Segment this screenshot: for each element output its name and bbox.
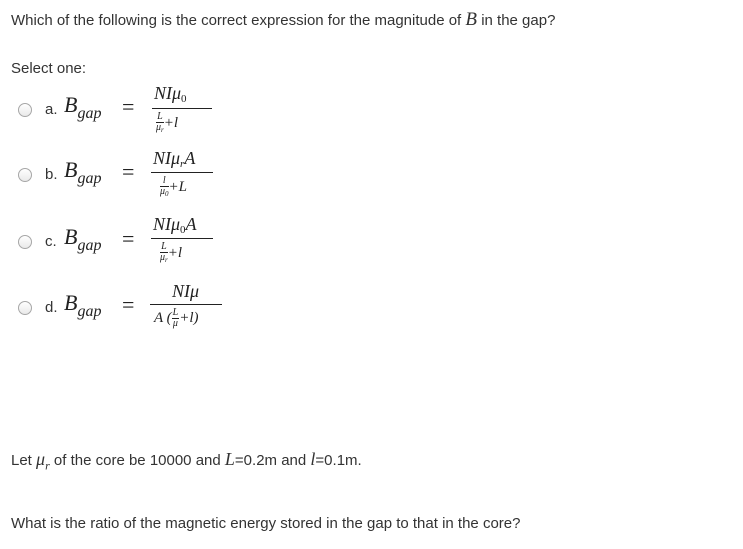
question-prefix: Which of the following is the correct expression for the magnitude of [11,12,462,29]
option-c-numerator-sub: 0 [180,224,186,236]
option-b-numerator-text: NIμ [153,148,181,168]
option-c-den-frac-bottom [160,253,168,265]
option-d-denominator [154,308,199,329]
option-d-den-frac-top: L [172,307,179,318]
option-d-den-rest: +l) [179,309,199,326]
given-let: Let [11,452,32,469]
option-b-radio[interactable] [18,168,32,182]
option-a-lhs-symbol: B [64,92,78,117]
option-c-numerator [153,214,197,240]
given-mu-sub: r [45,458,50,473]
option-a-numerator-sub: 0 [181,93,187,105]
option-b-numerator [153,148,195,174]
select-one-label: Select one: [11,60,87,77]
option-b-den-frac-top: l [160,176,169,187]
option-d-lhs-symbol: B [64,290,78,315]
option-b-numerator-tail: A [184,148,196,168]
option-c-numerator-text: NIμ [153,214,181,234]
option-d-numerator-text: NIμ [172,281,200,301]
option-b-den-fraction [160,176,169,199]
option-a-denominator [156,112,178,135]
option-c-denominator [160,242,182,265]
option-b-lhs-subscript: gap [77,170,102,187]
option-a-lhs [64,92,101,127]
option-d-numerator [172,281,199,301]
given-L: L [224,449,235,469]
option-a-radio[interactable] [18,103,32,117]
option-c-lhs [64,224,101,259]
option-c-fraction-bar [151,238,213,239]
option-c-den-fraction [160,242,168,265]
final-question: What is the ratio of the magnetic energy stored in the gap to that in the core? [11,515,521,532]
given-statement [11,450,362,475]
option-d-lhs-subscript: gap [77,303,102,320]
option-a-fraction-bar [152,108,212,109]
option-b-numerator-sub: r [180,158,185,170]
option-d-letter: d. [45,299,58,316]
given-mu [36,449,50,473]
option-b-lhs-symbol: B [64,157,78,182]
option-d-lhs [64,290,101,325]
question-suffix: in the gap? [481,12,556,29]
option-b-den-rest: +L [168,178,187,195]
option-b-lhs [64,157,101,192]
option-b-denominator [160,176,187,199]
given-text1: of the core be 10000 and [53,452,221,469]
option-b-den-frac-bot-text: μ [160,186,166,197]
option-c-lhs-subscript: gap [77,237,102,254]
option-b-den-frac-bottom [160,187,169,199]
option-b-letter: b. [45,166,58,183]
option-a-den-rest: +l [163,114,179,131]
option-a-den-frac-bot-sub: r [161,126,164,134]
option-a-numerator-text: NIμ [154,83,182,103]
option-d-fraction-bar [150,304,222,305]
option-c-den-frac-top: L [161,241,167,252]
given-text3: =0.1m. [315,452,362,469]
option-b-fraction-bar [151,172,213,173]
option-c-numerator-tail: A [185,214,197,234]
option-b-den-frac-bot-sub: 0 [165,190,169,198]
given-mu-symbol: μ [36,449,46,469]
option-a-letter: a. [45,101,58,118]
question-symbol: B [465,9,478,30]
given-text2: =0.2m and [234,452,307,469]
given-l: l [310,449,316,469]
option-c-den-frac-bot-sub: r [165,256,168,264]
option-c-equals: = [122,226,135,251]
option-a-equals: = [122,94,135,119]
option-a-den-frac-bottom [156,123,164,135]
option-c-den-rest: +l [167,244,183,261]
option-c-lhs-symbol: B [64,224,78,249]
option-a-numerator [154,83,187,109]
option-a-den-fraction [156,112,164,135]
option-a-den-frac-top: L [157,111,163,122]
question-text [11,11,555,30]
option-b-equals: = [122,159,135,184]
option-a-lhs-subscript: gap [77,105,102,122]
option-d-den-frac-bottom: μ [172,318,178,329]
option-d-radio[interactable] [18,301,32,315]
option-c-radio[interactable] [18,235,32,249]
option-c-den-frac-bot-text: μ [160,252,166,263]
option-d-den-prefix: A ( [154,309,172,326]
option-c-letter: c. [45,233,57,250]
option-a-den-frac-bot-text: μ [156,122,162,133]
option-d-equals: = [122,292,135,317]
